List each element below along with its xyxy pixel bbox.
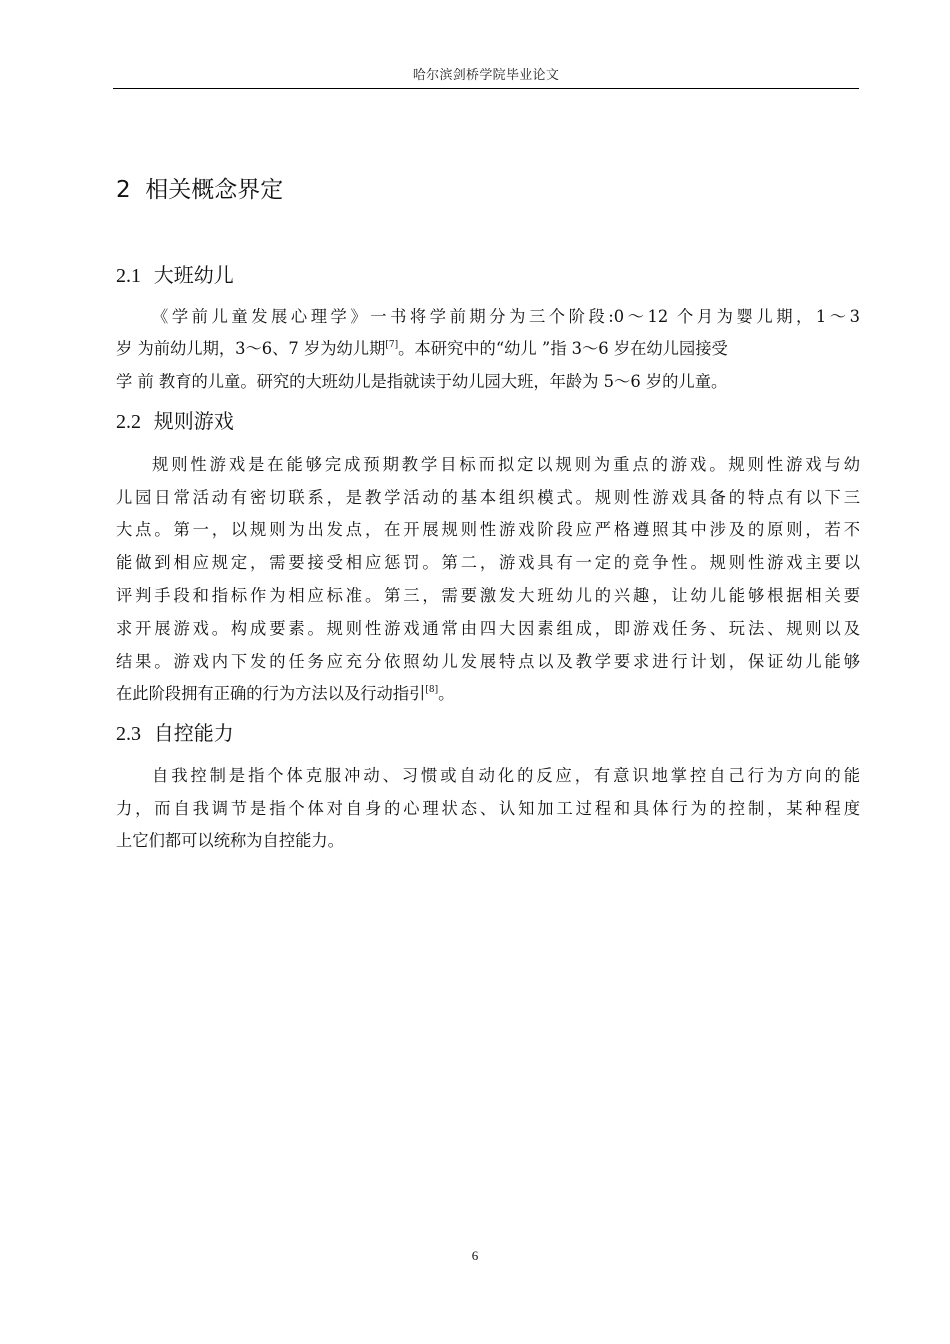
paragraph-line: 上它们都可以统称为自控能力。 xyxy=(116,831,344,850)
line-text: 。 xyxy=(438,684,455,703)
chapter-number: 2 xyxy=(116,177,131,203)
section-title: 自控能力 xyxy=(153,721,234,745)
paragraph-line: 规则性游戏是在能够完成预期教学目标而拟定以规则为重点的游戏。规则性游戏与幼 xyxy=(152,455,860,474)
paragraph-line xyxy=(116,680,860,708)
page-header: 哈尔滨剑桥学院毕业论文 xyxy=(412,68,560,83)
paragraph-line: 能做到相应规定，需要接受相应惩罚。第二，游戏具有一定的竞争性。规则性游戏主要以 xyxy=(116,553,860,572)
line-text: 。本研究中的“幼儿 ”指 3～6 岁在幼儿园接受 xyxy=(398,339,728,358)
paragraph-line: 学 前 教育的儿童。研究的大班幼儿是指就读于幼儿园大班，年龄为 5～6 岁的儿童。 xyxy=(116,372,728,391)
citation-ref: [7] xyxy=(385,340,399,350)
paragraph-line: 自我控制是指个体克服冲动、习惯或自动化的反应，有意识地掌控自己行为方向的能 xyxy=(152,766,860,785)
citation-ref: [8] xyxy=(425,685,439,695)
paragraph-line: 求开展游戏。构成要素。规则性游戏通常由四大因素组成，即游戏任务、玩法、规则以及 xyxy=(116,619,860,638)
paragraph-line: 《学前儿童发展心理学》一书将学前期分为三个阶段:0～12 个月为婴儿期，1～3 xyxy=(152,307,860,326)
section-title: 规则游戏 xyxy=(153,409,234,433)
paragraph-line: 力，而自我调节是指个体对自身的心理状态、认知加工过程和具体行为的控制，某种程度 xyxy=(116,799,860,818)
line-text: 在此阶段拥有正确的行为方法以及行动指引 xyxy=(116,684,426,703)
section-title: 大班幼儿 xyxy=(153,263,234,287)
paragraph-line: 儿园日常活动有密切联系，是教学活动的基本组织模式。规则性游戏具备的特点有以下三 xyxy=(116,488,860,507)
paragraph-line xyxy=(116,335,860,363)
section-heading-2-1 xyxy=(116,260,234,291)
section-heading-2-2 xyxy=(116,406,234,437)
header-divider xyxy=(113,88,859,89)
section-number: 2.3 xyxy=(116,723,141,745)
paragraph-line: 大点。第一，以规则为出发点，在开展规则性游戏阶段应严格遵照其中涉及的原则，若不 xyxy=(116,520,860,539)
section-number: 2.1 xyxy=(116,265,141,287)
chapter-heading xyxy=(116,174,283,206)
page-number: 6 xyxy=(471,1248,479,1263)
section-number: 2.2 xyxy=(116,411,141,433)
paragraph-line: 评判手段和指标作为相应标准。第三，需要激发大班幼儿的兴趣，让幼儿能够根据相关要 xyxy=(116,586,860,605)
section-heading-2-3 xyxy=(116,718,234,749)
chapter-title: 相关概念界定 xyxy=(145,177,284,203)
line-text: 岁 为前幼儿期，3～6、7 岁为幼儿期 xyxy=(116,339,386,358)
paragraph-line: 结果。游戏内下发的任务应充分依照幼儿发展特点以及教学要求进行计划，保证幼儿能够 xyxy=(116,652,860,671)
